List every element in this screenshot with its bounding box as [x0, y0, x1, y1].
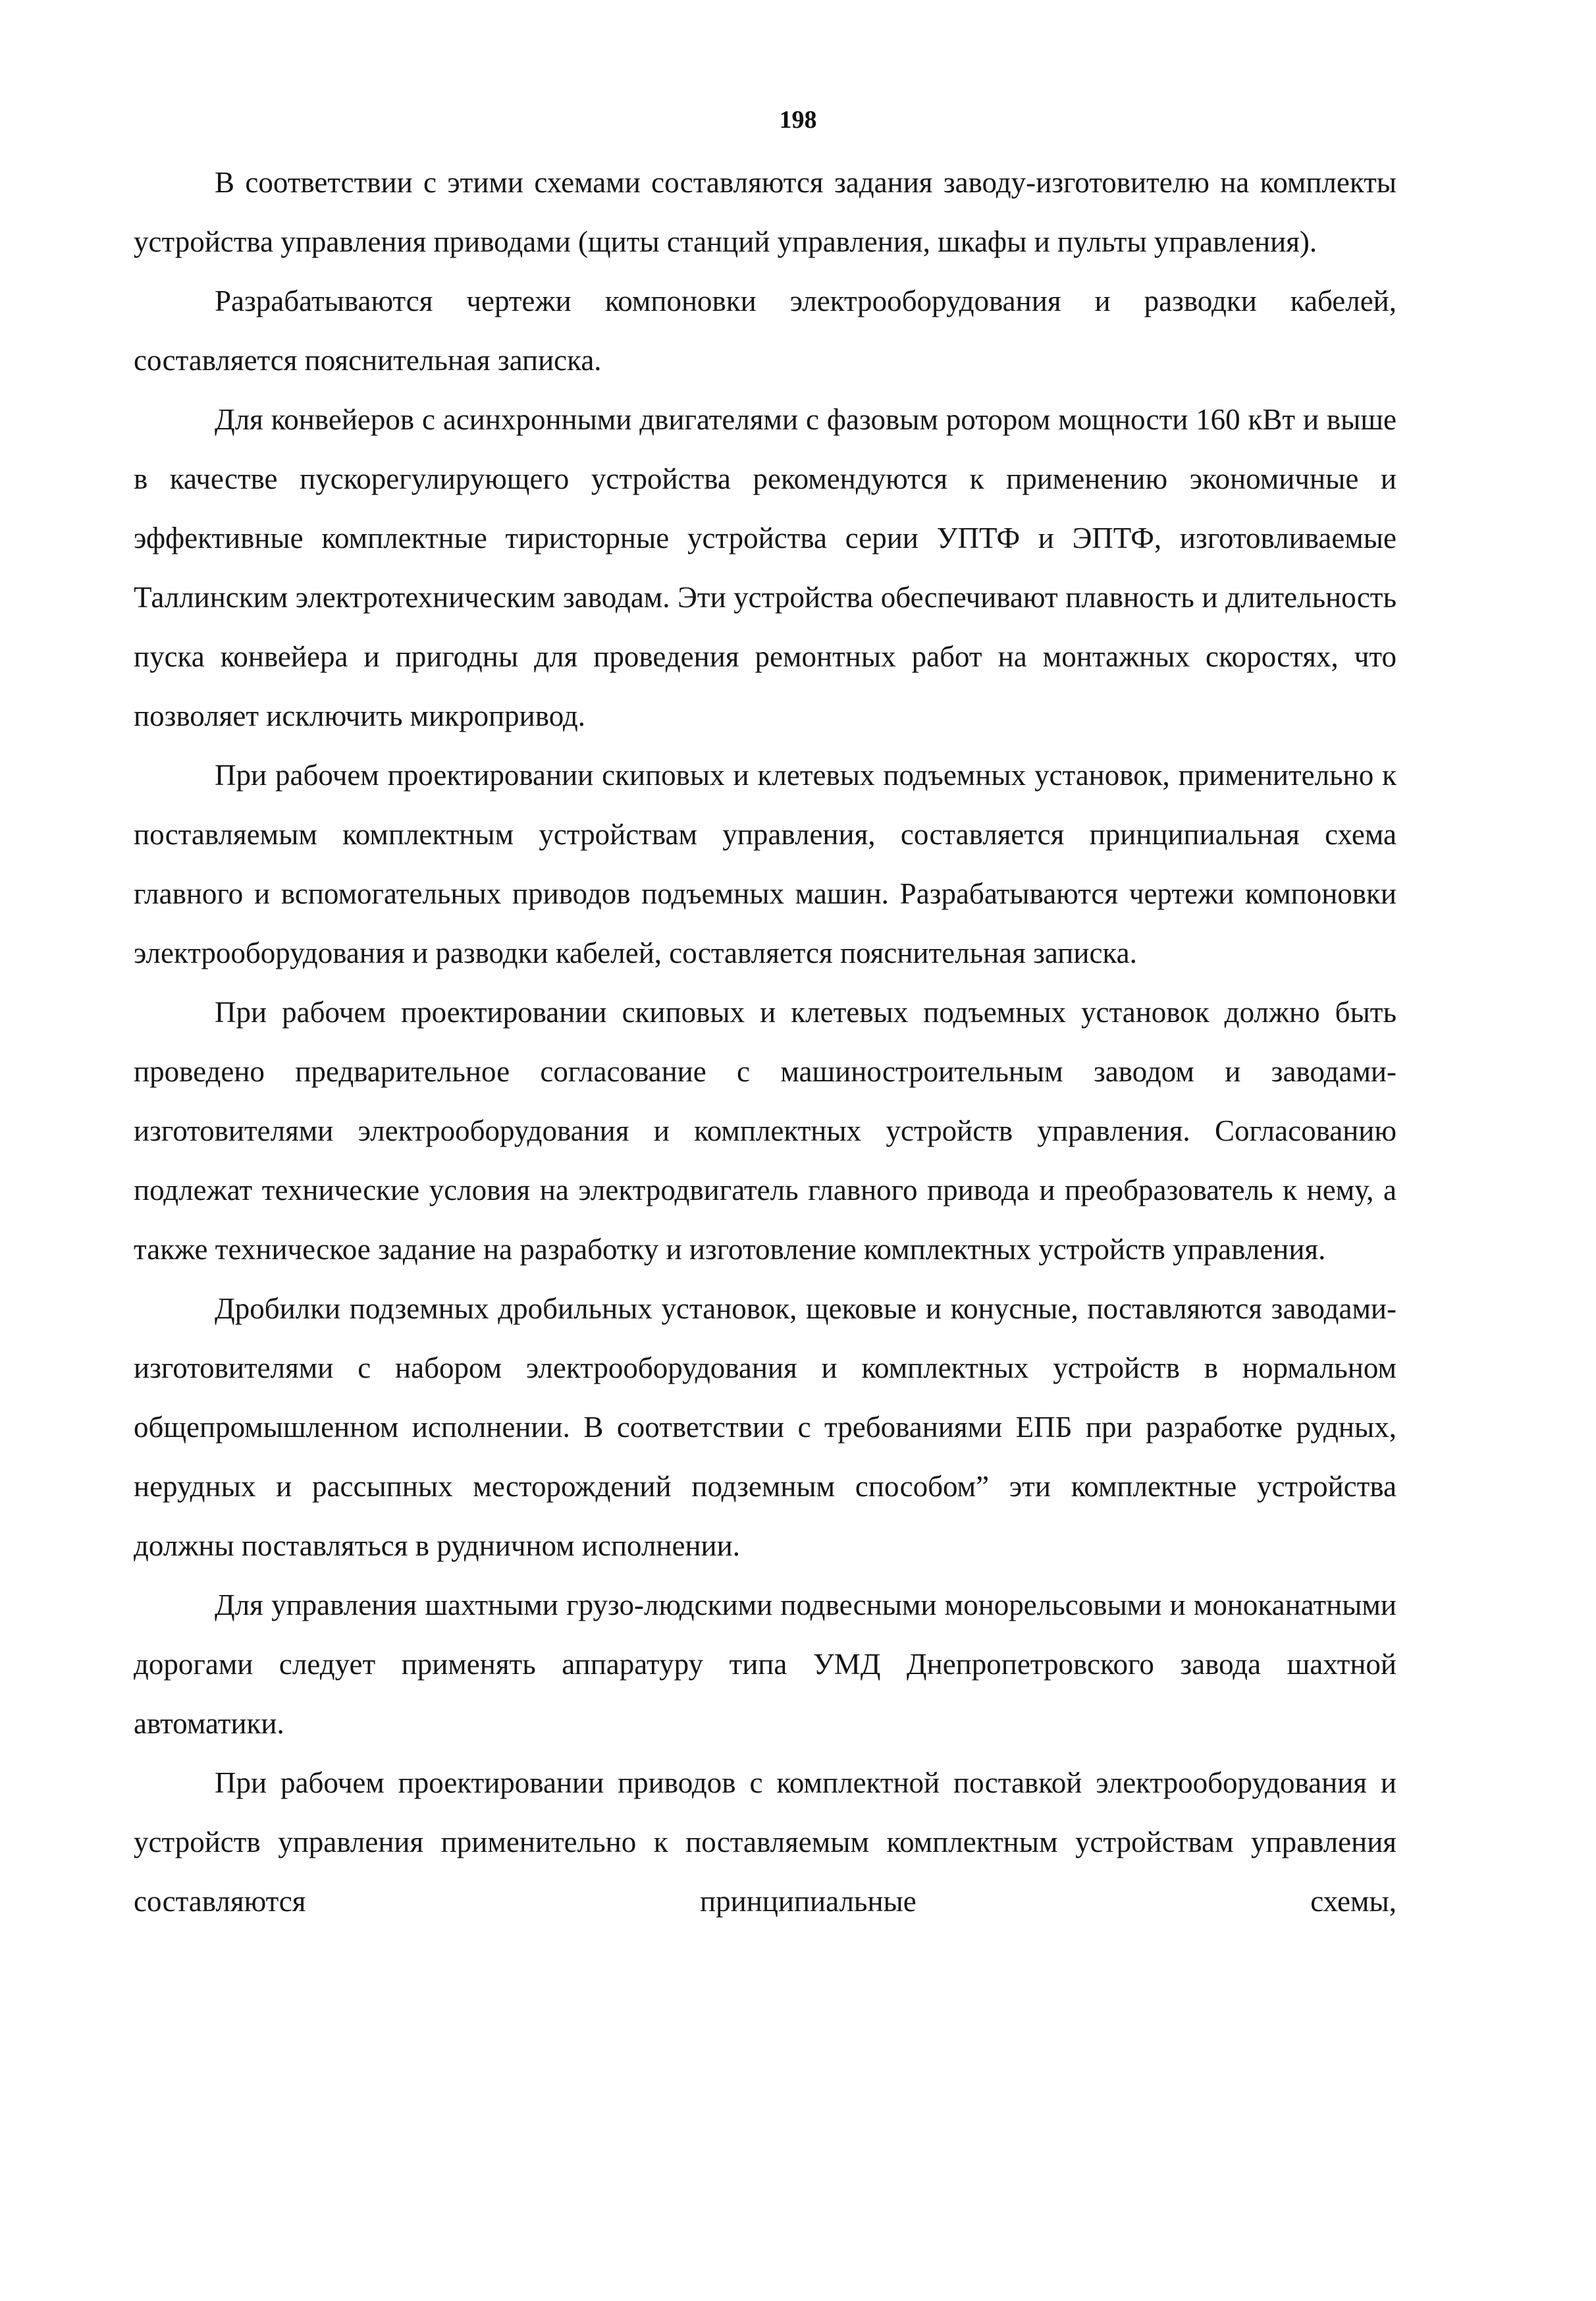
paragraph-1: В соответствии с этими схемами составляются задания заводу-изготовителю на комплекты устройства управления приводами (щиты станций управления, шкафы и пульты управления).	[134, 166, 1396, 258]
paragraph-2: Разрабатываются чертежи компоновки электрооборудования и разводки кабелей, составляется пояснительная записка.	[134, 284, 1396, 377]
paragraph-6: Дробилки подземных дробильных установок, щековые и конусные, поставляются заводами-изготовителями с набором электрооборудования и комплектных устройств в нормальном общепромышленном исполнении. В соответствии с требованиями ЕПБ при разработке рудных, нерудных и рассыпных месторождений подземным способом” эти комплектные устройства должны поставляться в рудничном исполнении.	[134, 1292, 1396, 1562]
paragraph-5: При рабочем проектировании скиповых и клетевых подъемных установок должно быть проведено предварительное согласование с машиностроительным заводом и заводами-изготовителями электрооборудования и комплектных устройств управления. Согласованию подлежат технические условия на электродвигатель главного привода и преобразователь к нему, а также техническое задание на разработку и изготовление комплектных устройств управления.	[134, 996, 1396, 1266]
paragraph-3: Для конвейеров с асинхронными двигателями с фазовым ротором мощности 160 кВт и выше в качестве пускорегулирующего устройства рекомендуются к применению экономичные и эффективные комплектные тиристорные устройства серии УПТФ и ЭПТФ, изготовливаемые Таллинским электротехническим заводам. Эти устройства обеспечивают плавность и длительность пуска конвейера и пригодны для проведения ремонтных работ на монтажных скоростях, что позволяет исключить микропривод.	[134, 403, 1396, 732]
page-number: 198	[779, 106, 817, 134]
paragraph-8: При рабочем проектировании приводов с комплектной поставкой электрооборудования и устройств управления применительно к поставляемым комплектным устройствам управления составляются принципиальные схемы,	[134, 1766, 1396, 1918]
paragraph-4: При рабочем проектировании скиповых и клетевых подъемных установок, применительно к поставляемым комплектным устройствам управления, составляется принципиальная схема главного и вспомогательных приводов подъемных машин. Разрабатываются чертежи компоновки электрооборудования и разводки кабелей, составляется пояснительная записка.	[134, 759, 1396, 969]
paragraph-7: Для управления шахтными грузо-людскими подвесными монорельсовыми и моноканатными дорогами следует применять аппаратуру типа УМД Днепропетровского завода шахтной автоматики.	[134, 1588, 1396, 1740]
document-body	[134, 153, 1396, 1931]
